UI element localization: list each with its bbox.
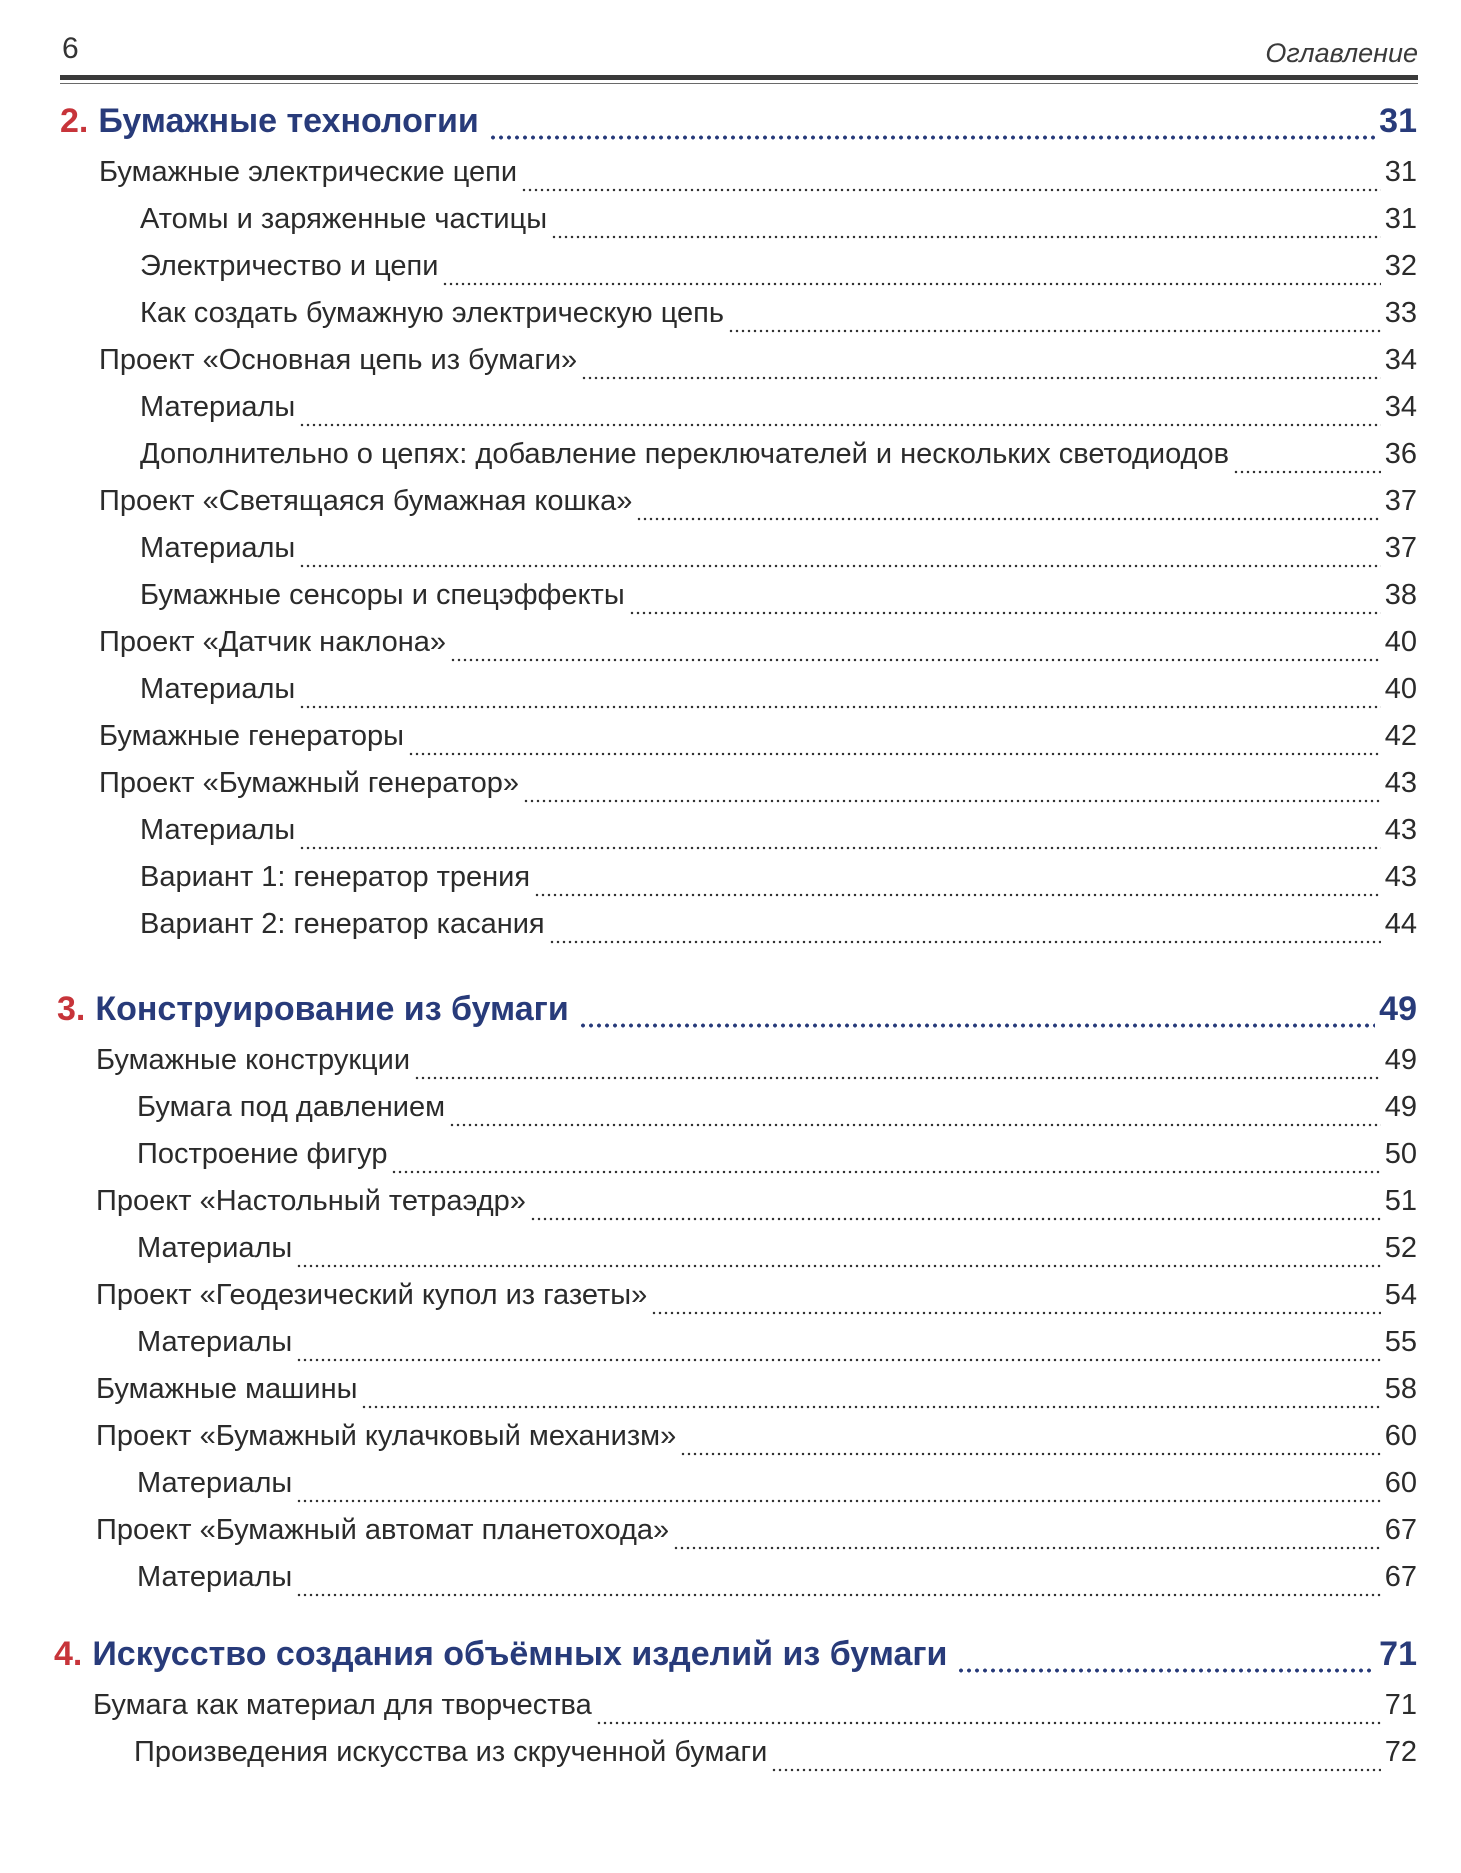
dot-leader: [551, 235, 1381, 239]
dot-leader: [728, 329, 1381, 333]
dot-leader: [1233, 470, 1381, 474]
toc-subentry[interactable]: [140, 908, 1417, 952]
entry-title: Материалы: [137, 1561, 293, 1593]
dot-leader: [596, 1721, 1381, 1725]
entry-page: 67: [1384, 1561, 1417, 1593]
entry-page: 54: [1384, 1279, 1417, 1311]
entry-title: Материалы: [140, 673, 296, 705]
toc-entry[interactable]: [99, 344, 1417, 388]
page-header: [60, 28, 1418, 88]
dot-leader: [299, 846, 1380, 850]
entry-page: 37: [1384, 532, 1417, 564]
dot-leader: [521, 188, 1381, 192]
section-number: 4.: [54, 1635, 83, 1673]
entry-page: 34: [1384, 391, 1417, 423]
entry-title: Бумажные конструкции: [96, 1044, 411, 1076]
dot-leader: [414, 1076, 1381, 1080]
entry-title: Атомы и заряженные частицы: [140, 203, 548, 235]
entry-title: Бумага под давлением: [137, 1091, 446, 1123]
entry-page: 51: [1384, 1185, 1417, 1217]
entry-page: 49: [1384, 1091, 1417, 1123]
entry-title: Вариант 1: генератор трения: [140, 861, 531, 893]
entry-title: Бумажные машины: [96, 1373, 358, 1405]
entry-title: Как создать бумажную электрическую цепь: [140, 297, 724, 329]
toc-entry[interactable]: [96, 1279, 1417, 1323]
section-title: Конструирование из бумаги: [95, 990, 569, 1028]
toc-entry[interactable]: [93, 1689, 1417, 1733]
dot-leader: [391, 1170, 1380, 1174]
dot-leader: [489, 135, 1375, 140]
dot-leader: [549, 940, 1381, 944]
entry-page: 42: [1384, 720, 1417, 752]
section-page: 71: [1379, 1635, 1417, 1673]
toc-entry[interactable]: [99, 720, 1417, 764]
entry-title: Электричество и цепи: [140, 250, 439, 282]
entry-page: 43: [1384, 861, 1417, 893]
entry-page: 49: [1384, 1044, 1417, 1076]
entry-page: 43: [1384, 767, 1417, 799]
entry-title: Бумажные сенсоры и спецэффекты: [140, 579, 625, 611]
entry-title: Проект «Бумажный генератор»: [99, 767, 520, 799]
toc-subentry[interactable]: [140, 203, 1417, 247]
dot-leader: [581, 376, 1381, 380]
entry-title: Бумажные генераторы: [99, 720, 404, 752]
toc-entry[interactable]: [96, 1373, 1417, 1417]
toc-subentry[interactable]: [140, 814, 1417, 858]
dot-leader: [450, 658, 1381, 662]
dot-leader: [296, 1358, 1380, 1362]
entry-title: Материалы: [140, 391, 296, 423]
toc-entry[interactable]: [99, 626, 1417, 670]
section-number: 3.: [57, 990, 86, 1028]
entry-page: 38: [1384, 579, 1417, 611]
entry-title: Материалы: [137, 1232, 293, 1264]
dot-leader: [771, 1768, 1380, 1772]
entry-title: Дополнительно о цепях: добавление переключателей и нескольких светодиодов: [140, 438, 1230, 470]
section-title: Искусство создания объёмных изделий из бумаги: [92, 1635, 948, 1673]
entry-page: 71: [1384, 1689, 1417, 1721]
dot-leader: [651, 1311, 1380, 1315]
dot-leader: [299, 423, 1380, 427]
section-title: Бумажные технологии: [98, 102, 479, 140]
entry-title: Материалы: [140, 532, 296, 564]
entry-page: 31: [1384, 156, 1417, 188]
entry-title: Проект «Бумажный автомат планетохода»: [96, 1514, 670, 1546]
toc-entry[interactable]: [96, 1420, 1417, 1464]
section-heading[interactable]: [60, 102, 1417, 150]
toc-subentry[interactable]: [140, 391, 1417, 435]
entry-page: 58: [1384, 1373, 1417, 1405]
dot-leader: [534, 893, 1381, 897]
dot-leader: [449, 1123, 1381, 1127]
entry-title: Вариант 2: генератор касания: [140, 908, 545, 940]
toc-entry[interactable]: [99, 156, 1417, 200]
page-number: 6: [62, 32, 79, 65]
entry-page: 36: [1384, 438, 1417, 470]
entry-title: Проект «Датчик наклона»: [99, 626, 446, 658]
entry-page: 37: [1384, 485, 1417, 517]
toc-entry[interactable]: [96, 1044, 1417, 1088]
toc-subentry[interactable]: [137, 1561, 1417, 1605]
entry-title: Материалы: [137, 1326, 293, 1358]
entry-page: 44: [1384, 908, 1417, 940]
dot-leader: [299, 705, 1380, 709]
entry-title: Бумажные электрические цепи: [99, 156, 518, 188]
dot-leader: [680, 1452, 1381, 1456]
entry-title: Проект «Светящаяся бумажная кошка»: [99, 485, 633, 517]
entry-title: Бумага как материал для творчества: [93, 1689, 592, 1721]
toc-subentry[interactable]: [137, 1091, 1417, 1135]
entry-title: Материалы: [140, 814, 296, 846]
entry-page: 60: [1384, 1420, 1417, 1452]
entry-title: Построение фигур: [137, 1138, 388, 1170]
dot-leader: [673, 1546, 1381, 1550]
entry-page: 43: [1384, 814, 1417, 846]
entry-page: 55: [1384, 1326, 1417, 1358]
dot-leader: [361, 1405, 1380, 1409]
entry-page: 40: [1384, 673, 1417, 705]
toc-subentry[interactable]: [140, 297, 1417, 341]
toc-subentry[interactable]: [140, 861, 1417, 905]
entry-title: Проект «Настольный тетраэдр»: [96, 1185, 526, 1217]
toc-entry[interactable]: [99, 485, 1417, 529]
toc-entry[interactable]: [99, 767, 1417, 811]
dot-leader: [408, 752, 1381, 756]
section-heading[interactable]: [57, 990, 1417, 1038]
toc-subentry[interactable]: [137, 1467, 1417, 1511]
dot-leader: [296, 1264, 1380, 1268]
entry-page: 31: [1384, 203, 1417, 235]
dot-leader: [629, 611, 1381, 615]
entry-page: 33: [1384, 297, 1417, 329]
toc-entry[interactable]: [96, 1185, 1417, 1229]
entry-title: Проект «Бумажный кулачковый механизм»: [96, 1420, 677, 1452]
section-number: 2.: [60, 102, 89, 140]
entry-title: Произведения искусства из скрученной бумаги: [134, 1736, 768, 1768]
entry-page: 67: [1384, 1514, 1417, 1546]
dot-leader: [579, 1023, 1375, 1028]
toc-subentry[interactable]: [140, 438, 1417, 482]
running-title: Оглавление: [1265, 38, 1418, 68]
entry-page: 40: [1384, 626, 1417, 658]
dot-leader: [299, 564, 1380, 568]
entry-page: 60: [1384, 1467, 1417, 1499]
entry-page: 32: [1384, 250, 1417, 282]
header-rule-thin: [60, 83, 1418, 84]
toc-subentry[interactable]: [140, 250, 1417, 294]
section-page: 31: [1379, 102, 1417, 140]
toc-subentry[interactable]: [137, 1232, 1417, 1276]
toc-subentry[interactable]: [137, 1326, 1417, 1370]
entry-title: Проект «Основная цепь из бумаги»: [99, 344, 578, 376]
dot-leader: [530, 1217, 1381, 1221]
entry-title: Проект «Геодезический купол из газеты»: [96, 1279, 648, 1311]
section-page: 49: [1379, 990, 1417, 1028]
header-rule: [60, 75, 1418, 80]
dot-leader: [957, 1668, 1375, 1673]
dot-leader: [296, 1499, 1380, 1503]
section-heading[interactable]: [54, 1635, 1417, 1683]
dot-leader: [636, 517, 1380, 521]
toc-entry[interactable]: [96, 1514, 1417, 1558]
dot-leader: [442, 282, 1380, 286]
toc-subentry[interactable]: [137, 1138, 1417, 1182]
entry-page: 72: [1384, 1736, 1417, 1768]
toc-subentry[interactable]: [140, 532, 1417, 576]
dot-leader: [296, 1593, 1380, 1597]
entry-page: 52: [1384, 1232, 1417, 1264]
toc-subentry[interactable]: [140, 579, 1417, 623]
entry-title: Материалы: [137, 1467, 293, 1499]
toc-subentry[interactable]: [140, 673, 1417, 717]
toc-subentry[interactable]: [134, 1736, 1417, 1780]
entry-page: 50: [1384, 1138, 1417, 1170]
entry-page: 34: [1384, 344, 1417, 376]
dot-leader: [523, 799, 1381, 803]
